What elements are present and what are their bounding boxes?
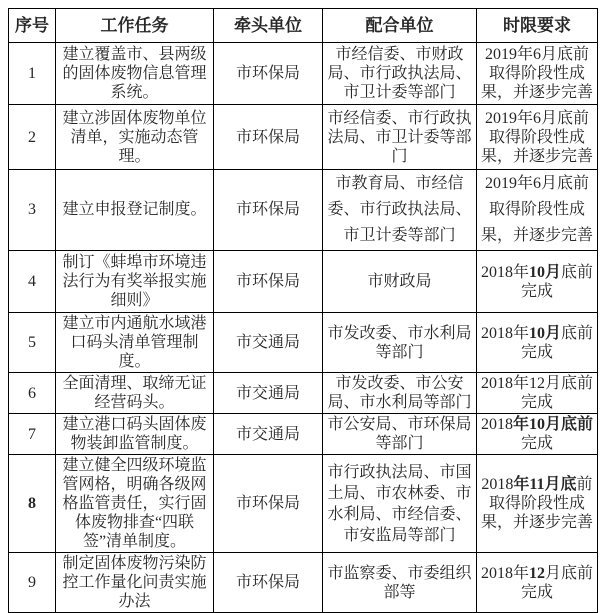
deadline-cell xyxy=(477,373,598,414)
table-header xyxy=(9,9,598,43)
header-cell-number: 序号 xyxy=(9,9,56,43)
support-unit-cell: 市发改委、市水利局等部门 xyxy=(323,313,477,373)
header-cell-deadline: 时限要求 xyxy=(477,9,598,43)
row-number-cell: 9 xyxy=(9,553,56,613)
support-unit-cell: 市发改委、市公安局、市水利局等部门 xyxy=(323,373,477,414)
support-unit-cell: 市经信委、市财政局、市行政执法局、市卫计委等部门 xyxy=(323,43,477,105)
row-number-cell: 7 xyxy=(9,414,56,455)
lead-unit-cell: 市环保局 xyxy=(214,170,323,251)
support-unit-cell: 市监察委、市委组织部等 xyxy=(323,553,477,613)
deadline-text: 年10月底前 xyxy=(512,416,593,433)
deadline-text: 2019年6月底前取得阶段性成果，并逐步完善 xyxy=(480,175,593,244)
task-cell: 建立港口码头固体废物装卸监管制度。 xyxy=(56,414,214,455)
row-number-cell: 1 xyxy=(9,43,56,105)
row-number-cell: 4 xyxy=(9,251,56,313)
table-row xyxy=(9,373,598,414)
table-row xyxy=(9,553,598,613)
support-unit-cell: 市公安局、市环保局等部门 xyxy=(323,414,477,455)
task-cell: 全面清理、取缔无证经营码头。 xyxy=(56,373,214,414)
task-cell: 建立健全四级环境监管网格，明确各级网格监管责任，实行固体废物排查“四联签”清单制度。 xyxy=(56,455,214,553)
deadline-cell xyxy=(477,251,598,313)
lead-unit-cell: 市交通局 xyxy=(214,313,323,373)
header-cell-task: 工作任务 xyxy=(56,9,214,43)
deadline-cell xyxy=(477,553,598,613)
deadline-text: 2018年 xyxy=(480,324,529,342)
task-cell: 建立涉固体废物单位清单，实施动态管理。 xyxy=(56,105,214,170)
deadline-text: 年11月底 xyxy=(513,476,577,493)
row-number-cell: 3 xyxy=(9,170,56,251)
lead-unit-cell: 市交通局 xyxy=(214,414,323,455)
task-cell: 建立市内通航水域港口码头清单管理制度。 xyxy=(56,313,214,373)
task-cell: 制定固体废物污染防控工作量化问责实施办法 xyxy=(56,553,214,613)
row-number-cell: 8 xyxy=(9,455,56,553)
deadline-cell xyxy=(477,43,598,105)
lead-unit-cell: 市交通局 xyxy=(214,373,323,414)
deadline-text: 2018 xyxy=(481,476,514,493)
table-row xyxy=(9,105,598,170)
deadline-text: 10月 xyxy=(528,263,561,281)
deadline-cell xyxy=(477,313,598,373)
header-row xyxy=(9,9,598,43)
lead-unit-cell: 市环保局 xyxy=(214,251,323,313)
table-row xyxy=(9,455,598,553)
deadline-text: 2019年6月底前取得阶段性成果，并逐步完善 xyxy=(480,46,593,101)
table-body xyxy=(9,43,598,613)
deadline-text: 2018年 xyxy=(480,564,529,582)
task-cell: 制订《蚌埠市环境违法行为有奖举报实施细则》 xyxy=(56,251,214,313)
row-number-cell: 5 xyxy=(9,313,56,373)
deadline-cell xyxy=(477,105,598,170)
task-cell: 建立覆盖市、县两级的固体废物信息管理系统。 xyxy=(56,43,214,105)
table-row xyxy=(9,43,598,105)
table-row xyxy=(9,414,598,455)
lead-unit-cell: 市环保局 xyxy=(214,105,323,170)
deadline-text: 底前完成 xyxy=(520,263,594,300)
deadline-text: 2018 xyxy=(480,416,513,433)
work-task-table xyxy=(8,8,598,613)
lead-unit-cell: 市环保局 xyxy=(214,553,323,613)
deadline-cell xyxy=(477,414,598,455)
deadline-text: 月底前完成 xyxy=(520,564,594,601)
task-cell: 建立申报登记制度。 xyxy=(56,170,214,251)
deadline-text: 2018年12月底前完成 xyxy=(480,375,593,411)
header-cell-support: 配合单位 xyxy=(323,9,477,43)
deadline-text: 10月 xyxy=(528,324,561,342)
deadline-text: 完成 xyxy=(520,435,553,452)
deadline-text: 2019年6月底前取得阶段性成果，并逐步完善 xyxy=(480,109,593,165)
table-row xyxy=(9,170,598,251)
row-number-cell: 2 xyxy=(9,105,56,170)
lead-unit-cell: 市环保局 xyxy=(214,455,323,553)
table-row xyxy=(9,251,598,313)
header-cell-lead: 牵头单位 xyxy=(214,9,323,43)
deadline-text: 12 xyxy=(529,564,545,582)
support-unit-cell: 市经信委、市行政执法局、市卫计委等部门 xyxy=(323,105,477,170)
row-number-cell: 6 xyxy=(9,373,56,414)
deadline-cell xyxy=(477,170,598,251)
deadline-text: 前取得阶段性成果，并逐步完善 xyxy=(480,476,593,531)
support-unit-cell: 市行政执法局、市国土局、市农林委、市水利局、市经信委、市安监局等部门 xyxy=(323,455,477,553)
deadline-text: 底前完成 xyxy=(520,324,594,361)
lead-unit-cell: 市环保局 xyxy=(214,43,323,105)
deadline-cell xyxy=(477,455,598,553)
table-row xyxy=(9,313,598,373)
support-unit-cell: 市教育局、市经信委、市行政执法局、市卫计委等部门 xyxy=(323,170,477,251)
support-unit-cell: 市财政局 xyxy=(323,251,477,313)
deadline-text: 2018年 xyxy=(480,263,529,281)
